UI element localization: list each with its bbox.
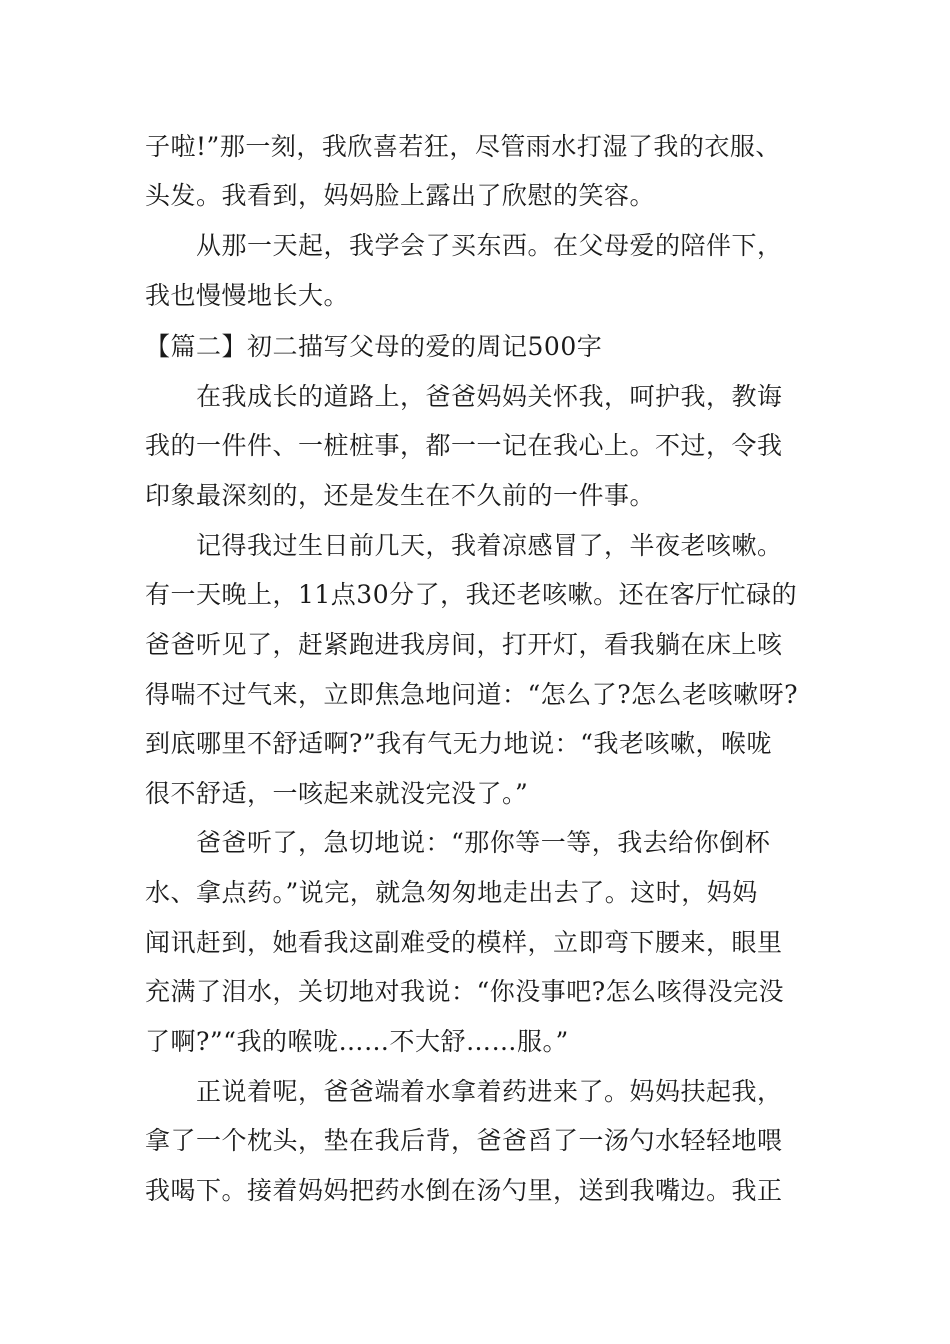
text-line: 到底哪里不舒适啊?”我有气无力地说：“我老咳嗽，喉咙 [145,729,772,758]
text-line: 水、拿点药。”说完，就急匆匆地走出去了。这时，妈妈 [145,878,758,907]
text-line: 很不舒适，一咳起来就没完没了。” [145,779,529,808]
text-line: 子啦!”那一刻，我欣喜若狂，尽管雨水打湿了我的衣服、 [145,132,781,161]
paragraph-start-line: 爸爸听了，急切地说：“那你等一等，我去给你倒杯 [196,828,771,857]
text-line: 头发。我看到，妈妈脸上露出了欣慰的笑容。 [145,181,656,210]
text-line: 有一天晚上，11点30分了，我还老咳嗽。还在客厅忙碌的 [145,580,798,609]
paragraph-start-line: 记得我过生日前几天，我着凉感冒了，半夜老咳嗽。 [196,531,783,560]
text-line: 印象最深刻的，还是发生在不久前的一件事。 [145,481,656,510]
text-line: 充满了泪水，关切地对我说：“你没事吧?怎么咳得没完没 [145,977,785,1006]
text-line: 爸爸听见了，赶紧跑进我房间，打开灯，看我躺在床上咳 [145,630,783,659]
text-line: 我也慢慢地长大。 [145,281,350,310]
text-line: 得喘不过气来，立即焦急地问道：“怎么了?怎么老咳嗽呀? [145,680,799,709]
paragraph-start-line: 从那一天起，我学会了买东西。在父母爱的陪伴下， [196,231,783,260]
text-line: 我的一件件、一桩桩事，都一一记在我心上。不过，令我 [145,431,783,460]
text-line: 拿了一个枕头，垫在我后背，爸爸舀了一汤勺水轻轻地喂 [145,1126,783,1155]
paragraph-start-line: 正说着呢，爸爸端着水拿着药进来了。妈妈扶起我， [196,1077,783,1106]
text-line: 闻讯赶到，她看我这副难受的模样，立即弯下腰来，眼里 [145,928,783,957]
paragraph-start-line: 在我成长的道路上，爸爸妈妈关怀我，呵护我，教诲 [196,382,783,411]
text-line: 了啊?”“我的喉咙……不大舒……服。” [145,1027,569,1056]
section-heading: 【篇二】初二描写父母的爱的周记500字 [145,332,603,361]
text-line: 我喝下。接着妈妈把药水倒在汤勺里，送到我嘴边。我正 [145,1176,783,1205]
